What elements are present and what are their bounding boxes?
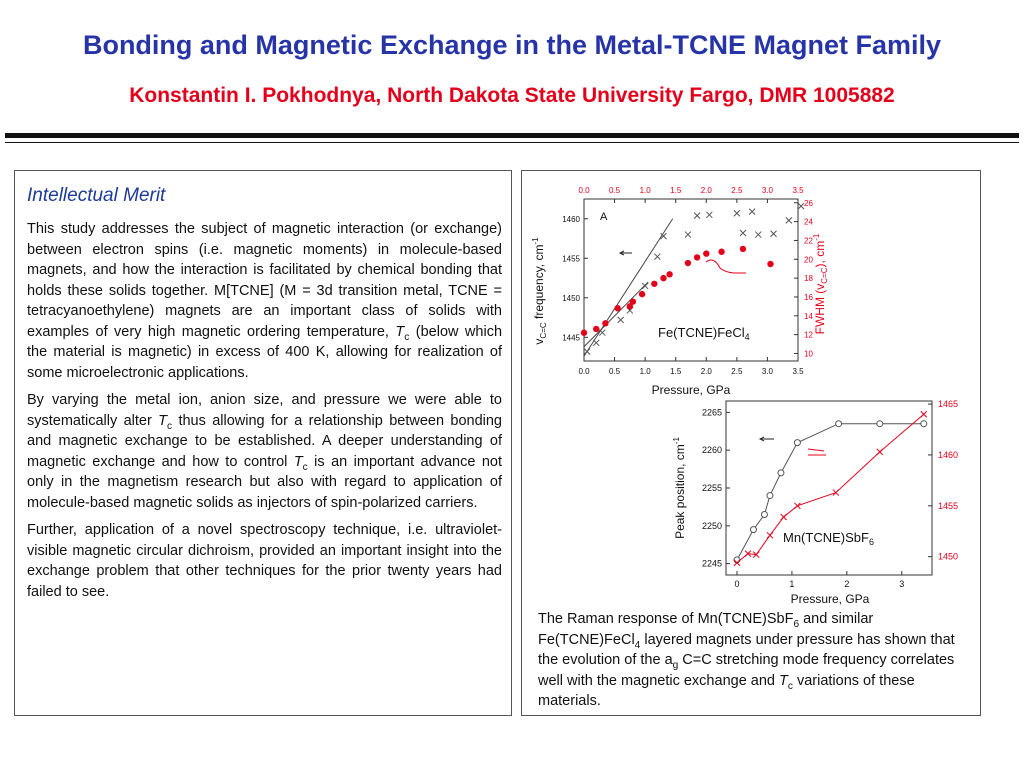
caption-sub-2: 4 xyxy=(634,639,641,651)
y2-tick-label-b: 1450 xyxy=(938,551,959,562)
data-point-b-black-5 xyxy=(794,440,800,446)
y2-tick-label-a: 22 xyxy=(804,236,813,246)
data-point-a-red-9 xyxy=(666,271,672,277)
data-point-b-red-4 xyxy=(781,514,787,520)
y2-tick-label-b: 1455 xyxy=(938,500,959,511)
arrow-right-axis-a xyxy=(706,260,746,273)
y2-tick-label-a: 14 xyxy=(804,311,813,321)
data-point-a-black-5 xyxy=(642,283,648,289)
caption-tc-symbol: T xyxy=(779,672,788,689)
caption-sub-3: g xyxy=(672,659,679,671)
data-point-a-red-12 xyxy=(703,250,709,256)
sample-label-fe: Fe(TCNE)FeCl$_4$ xyxy=(658,325,750,342)
data-point-a-red-1 xyxy=(593,326,599,332)
data-point-b-black-4 xyxy=(778,470,784,476)
y-tick-label-a: 1460 xyxy=(562,214,580,224)
data-point-a-red-14 xyxy=(740,246,746,252)
tc-symbol: T xyxy=(158,412,168,429)
data-point-a-red-0 xyxy=(581,330,587,336)
page-title: Bonding and Magnetic Exchange in the Metal-TCNE Magnet Family xyxy=(82,30,942,60)
y2-tick-label-a: 24 xyxy=(804,217,813,227)
x-tick-label-b: 2 xyxy=(844,579,850,589)
x-tick-label-b: 1 xyxy=(789,579,795,589)
paragraph-2-text-b: thus allowing for a relationship between bonding and magnetic exchange to be established. A deeper understanding of magnetic exchange and how to control xyxy=(27,412,502,470)
figure-panel xyxy=(521,170,981,716)
paragraph-1 xyxy=(27,219,502,383)
top-tick-label-a: 1.5 xyxy=(670,186,682,195)
title-divider-thin xyxy=(5,142,1019,143)
y-tick-label-b: 2260 xyxy=(701,445,722,456)
arrow-right-axis-b xyxy=(808,449,826,455)
tc-subscript: c xyxy=(404,331,410,343)
y2-axis-label-a: FWHM $(v_{C=C})$, $cm^{-1}$ xyxy=(812,233,829,335)
data-point-b-red-6 xyxy=(833,490,839,496)
tc-subscript: c xyxy=(302,461,308,473)
x-tick-label-a: 3.0 xyxy=(761,367,773,376)
caption-text-a: The Raman response of Mn(TCNE)SbF xyxy=(538,611,794,627)
data-point-a-black-8 xyxy=(685,232,691,238)
paragraph-1-text-b: (below which the material is magnetic) in excess of 400 K, allowing for realization of some microelectronic applications. xyxy=(27,323,503,381)
tc-subscript: c xyxy=(167,420,173,432)
data-point-b-black-0 xyxy=(734,557,740,563)
y2-tick-label-a: 20 xyxy=(804,255,813,265)
data-point-a-black-16 xyxy=(786,217,792,223)
data-point-a-black-10 xyxy=(706,212,712,218)
y-tick-label-b: 2255 xyxy=(701,483,722,493)
x-tick-label-a: 3.5 xyxy=(792,367,804,376)
arrow-left-axis-a xyxy=(620,251,632,255)
y2-tick-label-a: 16 xyxy=(804,292,813,302)
top-tick-label-a: 0.0 xyxy=(578,186,590,195)
data-point-b-black-1 xyxy=(750,527,756,533)
data-point-a-black-12 xyxy=(749,209,755,215)
top-tick-label-a: 3.0 xyxy=(761,186,773,195)
y2-tick-label-a: 18 xyxy=(804,274,813,284)
data-point-b-black-7 xyxy=(877,421,883,427)
data-point-b-red-8 xyxy=(921,411,927,417)
data-point-b-red-3 xyxy=(767,532,773,538)
y-tick-label-b: 2265 xyxy=(701,407,722,418)
tc-symbol: T xyxy=(395,323,405,340)
y2-tick-label-a: 12 xyxy=(804,330,813,340)
y2-tick-label-b: 1465 xyxy=(938,399,959,410)
data-point-a-black-13 xyxy=(740,230,746,236)
data-point-b-black-2 xyxy=(761,511,767,517)
data-point-b-black-8 xyxy=(921,421,927,427)
top-tick-label-a: 2.5 xyxy=(731,186,743,195)
data-point-a-red-7 xyxy=(651,281,657,287)
data-point-a-black-0 xyxy=(584,349,590,355)
panel-heading: Intellectual Merit xyxy=(27,185,166,206)
y-tick-label-b: 2245 xyxy=(701,558,722,569)
data-point-a-red-11 xyxy=(694,254,700,260)
author-line: Konstantin I. Pokhodnya, North Dakota State University Fargo, DMR 1005882 xyxy=(129,84,895,107)
data-point-b-red-7 xyxy=(877,449,883,455)
paragraph-1-text-a: This study addresses the subject of magnetic interaction (or exchange) between electron spins (i.e. magnetic moments) in molecule-based magnets, and how the interaction is facilitated by chemical bonding that holds these solids together. M[TCNE] (M = 3d transition metal, TCNE = tetracyanoethylene) magnets are an important class of solids with examples of very high magnetic ordering temperature, xyxy=(27,221,502,340)
x-axis-label-a: Pressure, GPa xyxy=(651,383,731,397)
title-divider-thick xyxy=(5,133,1019,138)
paragraph-3: Further, application of a novel spectroscopy technique, i.e. ultraviolet-visible magnetic circular dichroism, provided an important insight into the exchange problem that other techniques for the prior twenty years had failed to see. xyxy=(27,522,502,600)
x-tick-label-a: 0.5 xyxy=(609,367,621,376)
plot-frame-b xyxy=(726,401,932,575)
top-tick-label-a: 2.0 xyxy=(700,186,712,195)
intellectual-merit-panel xyxy=(14,170,512,716)
data-point-a-black-1 xyxy=(593,340,599,346)
top-tick-label-a: 1.0 xyxy=(639,186,651,195)
chart-fe-tcne-fecl4 xyxy=(528,174,828,402)
data-point-a-black-11 xyxy=(734,210,740,216)
data-point-a-red-2 xyxy=(602,320,608,326)
data-point-a-black-2 xyxy=(599,330,605,336)
paragraph-2 xyxy=(27,390,502,513)
x-tick-label-a: 2.5 xyxy=(731,367,743,376)
x-tick-label-a: 0.0 xyxy=(578,367,590,376)
y-tick-label-a: 1455 xyxy=(562,254,580,264)
data-point-a-red-10 xyxy=(685,260,691,266)
x-tick-label-b: 0 xyxy=(734,579,740,589)
caption-text-b: and similar Fe(TCNE)FeCl xyxy=(538,611,874,648)
data-point-a-red-6 xyxy=(639,291,645,297)
chart-mn-tcne-sbf6 xyxy=(670,393,980,613)
trend-line-a2 xyxy=(584,282,648,347)
y-tick-label-b: 2250 xyxy=(701,520,722,531)
y-tick-label-a: 1450 xyxy=(562,293,580,303)
paragraph-2-text-c: is an important advance not only in the magnetism research but also with regard to application of molecule-based magnetic solids as injectors of spin-polarized carriers. xyxy=(27,453,502,511)
y2-tick-label-a: 26 xyxy=(804,198,813,208)
x-axis-label-b: Pressure, GPa xyxy=(790,592,870,606)
x-tick-label-b: 3 xyxy=(899,579,905,589)
caption-text-c: layered magnets under pressure has shown that the evolution of the a xyxy=(538,631,955,668)
data-point-a-red-5 xyxy=(630,298,636,304)
y-tick-label-a: 1445 xyxy=(562,333,580,343)
data-point-a-black-6 xyxy=(654,254,660,260)
sample-label-mn: Mn(TCNE)SbF$_6$ xyxy=(783,530,874,547)
top-tick-label-a: 0.5 xyxy=(609,186,621,195)
x-tick-label-a: 2.0 xyxy=(700,367,712,376)
tc-symbol: T xyxy=(293,453,303,470)
data-point-a-black-15 xyxy=(771,231,777,237)
data-point-b-black-6 xyxy=(836,421,842,427)
data-point-a-red-15 xyxy=(767,261,773,267)
paragraph-2-text-a: By varying the metal ion, anion size, and pressure we were able to systematically alter xyxy=(27,392,502,429)
data-point-a-black-14 xyxy=(755,232,761,238)
data-point-a-black-9 xyxy=(694,213,700,219)
y2-tick-label-a: 10 xyxy=(804,349,813,359)
data-point-b-black-3 xyxy=(767,493,773,499)
caption-sub-1: 6 xyxy=(793,618,800,630)
caption-text-e: variations of these materials. xyxy=(538,672,915,709)
figure-caption xyxy=(538,609,968,712)
data-point-a-black-3 xyxy=(618,317,624,323)
top-tick-label-a: 3.5 xyxy=(792,186,804,195)
x-tick-label-a: 1.0 xyxy=(639,367,651,376)
y-axis-label-a: $v_{C=C}$ frequency, $cm^{-1}$ xyxy=(531,237,548,345)
data-point-a-red-13 xyxy=(718,249,724,255)
y2-tick-label-b: 1460 xyxy=(938,449,959,460)
data-point-a-red-8 xyxy=(660,275,666,281)
x-tick-label-a: 1.5 xyxy=(670,367,682,376)
data-point-a-red-3 xyxy=(614,305,620,311)
caption-text-d: C=C stretching mode frequency correlates well with the magnetic exchange and xyxy=(538,652,955,689)
data-point-b-red-5 xyxy=(794,503,800,509)
caption-sub-4: c xyxy=(787,680,793,692)
panel-label-a: A xyxy=(600,211,608,223)
y-axis-label-b: Peak position, $cm^{-1}$ xyxy=(672,437,687,539)
arrow-left-axis-b xyxy=(760,437,774,441)
